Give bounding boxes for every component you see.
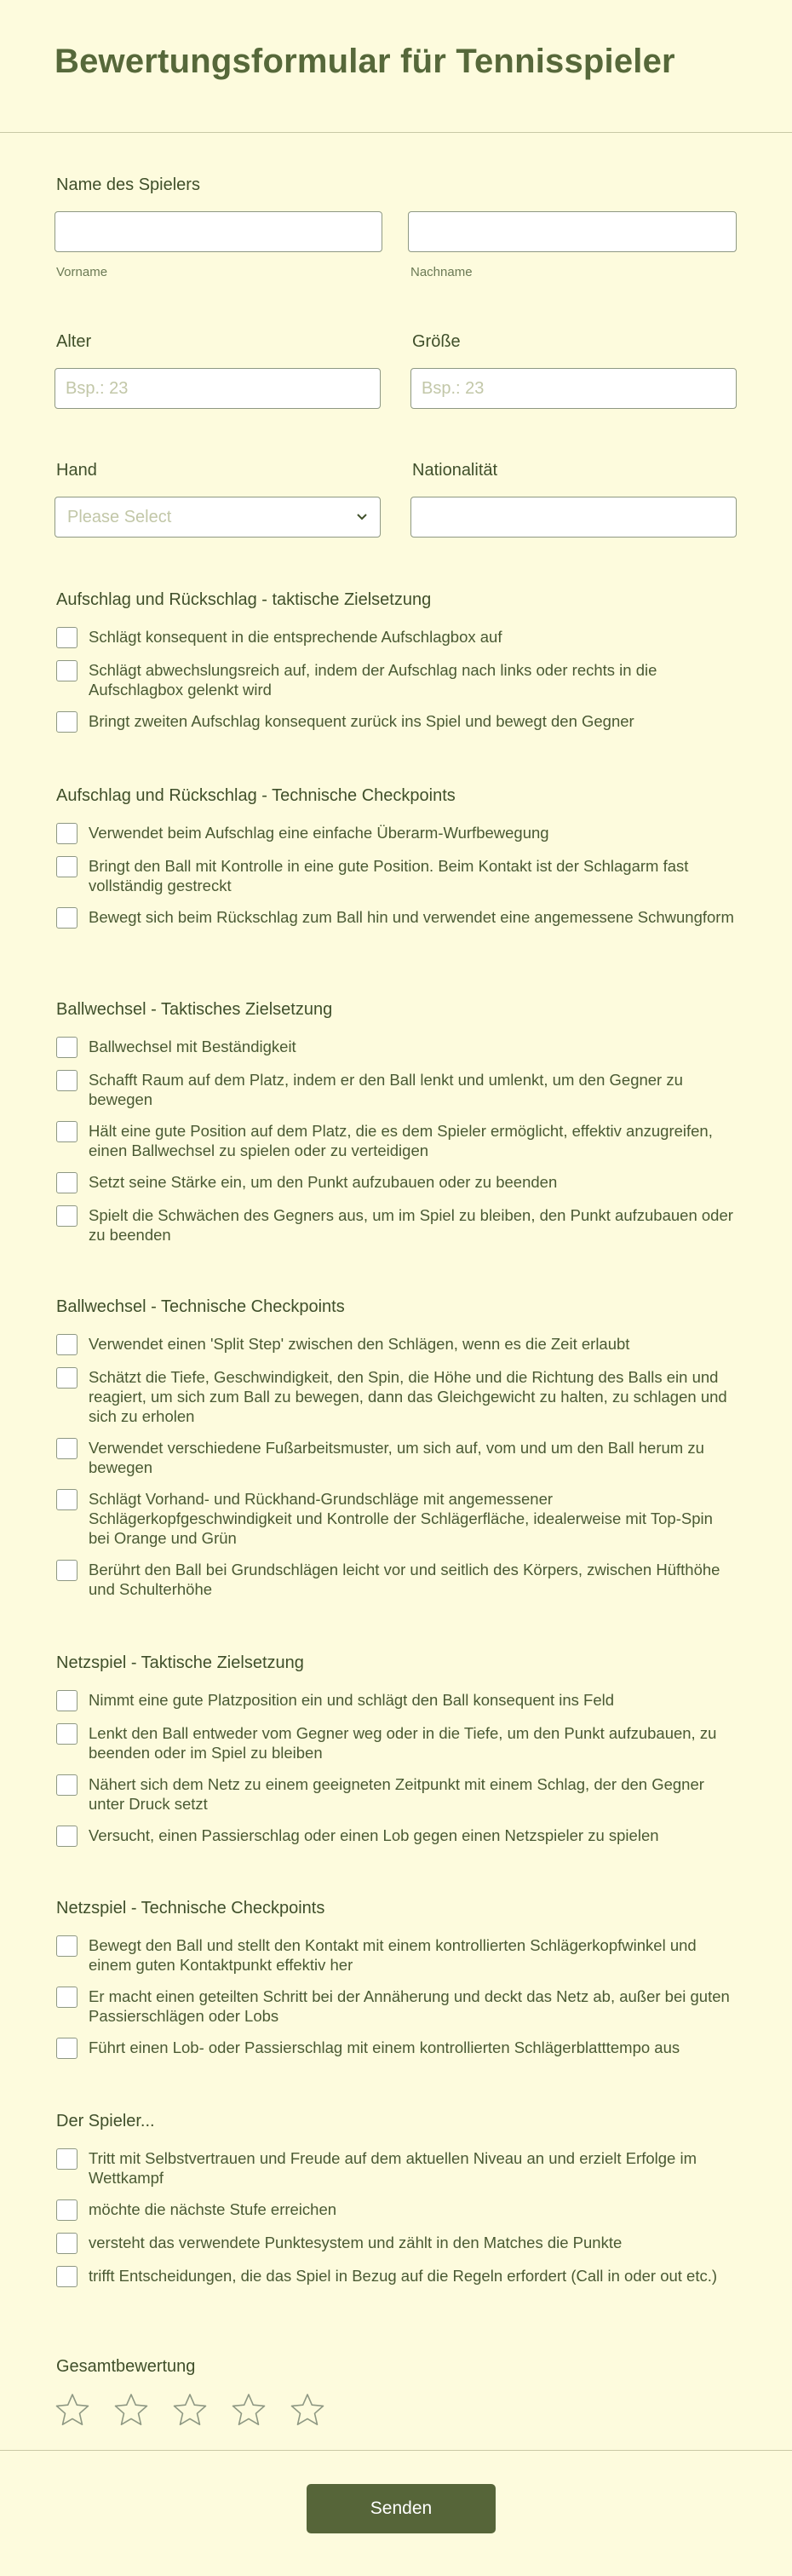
checkbox-label: Schätzt die Tiefe, Geschwindigkeit, den Spin, die Höhe und die Richtung des Balls ein und reagiert, um sich zum Ball zu bewegen, dann das Gleichgewicht zu halten, zu schlagen und sich zu erholen: [89, 1368, 727, 1425]
checkbox[interactable]: [56, 1037, 77, 1058]
chevron-down-icon: [356, 513, 368, 521]
checkbox-item[interactable]: [56, 856, 737, 895]
checkbox-label: Versucht, einen Passierschlag oder einen Lob gegen einen Netzspieler zu spielen: [89, 1826, 659, 1844]
star-icon[interactable]: [172, 2392, 208, 2428]
checkbox[interactable]: [56, 2199, 77, 2221]
height-input[interactable]: [410, 368, 737, 409]
checkbox-item[interactable]: [56, 1690, 737, 1711]
checkbox[interactable]: [56, 907, 77, 929]
checkbox-label: Ballwechsel mit Beständigkeit: [89, 1038, 296, 1055]
section-serve-tactical: [56, 589, 737, 745]
checkbox[interactable]: [56, 627, 77, 648]
checkbox-label: Bringt zweiten Aufschlag konsequent zurück ins Spiel und bewegt den Gegner: [89, 712, 634, 730]
checkbox-label: Führt einen Lob- oder Passierschlag mit einem kontrollierten Schlägerblatttempo aus: [89, 2038, 680, 2056]
checkbox[interactable]: [56, 2233, 77, 2254]
first-name-sublabel: Vorname: [56, 265, 108, 279]
checkbox-item[interactable]: [56, 1489, 737, 1548]
checkbox-label: Schafft Raum auf dem Platz, indem er den Ball lenkt und umlenkt, um den Gegner zu bewegen: [89, 1071, 683, 1108]
checkbox-label: Verwendet einen 'Split Step' zwischen den Schlägen, wenn es die Zeit erlaubt: [89, 1335, 630, 1353]
checkbox[interactable]: [56, 1205, 77, 1227]
checkbox-label: Schlägt abwechslungsreich auf, indem der Aufschlag nach links oder rechts in die Aufschlagbox gelenkt wird: [89, 661, 657, 699]
age-label: Alter: [56, 332, 92, 351]
checkbox-item[interactable]: [56, 1367, 737, 1426]
hand-label: Hand: [56, 461, 97, 480]
checkbox-item[interactable]: [56, 627, 737, 648]
name-label: Name des Spielers: [56, 175, 200, 194]
checkbox[interactable]: [56, 1826, 77, 1847]
checkbox-label: Lenkt den Ball entweder vom Gegner weg oder in die Tiefe, um den Punkt aufzubauen, zu beenden oder im Spiel zu bleiben: [89, 1724, 717, 1762]
submit-button[interactable]: Senden: [307, 2484, 496, 2533]
section-title: Ballwechsel - Technische Checkpoints: [56, 1297, 345, 1316]
checkbox[interactable]: [56, 1489, 77, 1510]
star-icon[interactable]: [55, 2392, 90, 2428]
checkbox-item[interactable]: [56, 2199, 737, 2221]
checkbox[interactable]: [56, 1723, 77, 1745]
section-title: Netzspiel - Taktische Zielsetzung: [56, 1653, 304, 1672]
checkbox[interactable]: [56, 1987, 77, 2008]
checkbox-label: Verwendet verschiedene Fußarbeitsmuster, um sich auf, vom und um den Ball herum zu bewegen: [89, 1439, 704, 1476]
checkbox[interactable]: [56, 1367, 77, 1389]
checkbox-item[interactable]: [56, 2266, 737, 2287]
checkbox-label: Nähert sich dem Netz zu einem geeigneten Zeitpunkt mit einem Schlag, der den Gegner unter Druck setzt: [89, 1775, 704, 1813]
checkbox-item[interactable]: [56, 1438, 737, 1477]
star-icon[interactable]: [231, 2392, 267, 2428]
section-player: [56, 2111, 737, 2299]
checkbox-item[interactable]: [56, 711, 737, 733]
checkbox[interactable]: [56, 2038, 77, 2059]
checkbox[interactable]: [56, 660, 77, 681]
checkbox-item[interactable]: [56, 1723, 737, 1762]
section-net-technical: [56, 1898, 737, 2071]
footer-divider: [0, 2450, 792, 2451]
star-icon[interactable]: [113, 2392, 149, 2428]
checkbox-item[interactable]: [56, 1935, 737, 1975]
checkbox-label: Nimmt eine gute Platzposition ein und schlägt den Ball konsequent ins Feld: [89, 1691, 615, 1709]
section-rally-tactical: [56, 999, 737, 1256]
star-rating: [55, 2392, 348, 2428]
checkbox[interactable]: [56, 2148, 77, 2170]
section-title: Aufschlag und Rückschlag - Technische Checkpoints: [56, 786, 456, 805]
first-name-input[interactable]: [55, 211, 382, 252]
checkbox-label: Verwendet beim Aufschlag eine einfache Überarm-Wurfbewegung: [89, 824, 549, 842]
nationality-label: Nationalität: [412, 461, 498, 480]
form-title: Bewertungsformular für Tennisspieler: [55, 43, 675, 80]
checkbox[interactable]: [56, 823, 77, 844]
checkbox[interactable]: [56, 1935, 77, 1957]
checkbox-label: Bringt den Ball mit Kontrolle in eine gute Position. Beim Kontakt ist der Schlagarm fast vollständig gestreckt: [89, 857, 689, 894]
last-name-sublabel: Nachname: [410, 265, 473, 279]
checkbox-label: Er macht einen geteilten Schritt bei der Annäherung und deckt das Netz ab, außer bei guten Passierschlägen oder Lobs: [89, 1987, 730, 2025]
checkbox-item[interactable]: [56, 1334, 737, 1355]
section-title: Netzspiel - Technische Checkpoints: [56, 1899, 325, 1918]
checkbox-item[interactable]: [56, 823, 737, 844]
checkbox-label: Tritt mit Selbstvertrauen und Freude auf dem aktuellen Niveau an und erzielt Erfolge im Wettkampf: [89, 2149, 697, 2187]
checkbox-item[interactable]: [56, 1560, 737, 1599]
checkbox-item[interactable]: [56, 1987, 737, 2026]
checkbox-label: versteht das verwendete Punktesystem und zählt in den Matches die Punkte: [89, 2234, 623, 2251]
checkbox[interactable]: [56, 1438, 77, 1459]
checkbox[interactable]: [56, 1334, 77, 1355]
checkbox-label: trifft Entscheidungen, die das Spiel in Bezug auf die Regeln erfordert (Call in oder out etc.): [89, 2267, 718, 2285]
checkbox[interactable]: [56, 856, 77, 877]
checkbox-item[interactable]: [56, 2233, 737, 2254]
checkbox-label: Berührt den Ball bei Grundschlägen leicht vor und seitlich des Körpers, zwischen Hüfthöhe und Schulterhöhe: [89, 1561, 720, 1598]
checkbox-item[interactable]: [56, 2148, 737, 2188]
section-rally-technical: [56, 1297, 737, 1611]
checkbox-label: Schlägt Vorhand- und Rückhand-Grundschläge mit angemessener Schlägerkopfgeschwindigkeit und Kontrolle der Schlägerfläche, idealerweise mit Top-Spin bei Orange und Grün: [89, 1490, 713, 1547]
checkbox[interactable]: [56, 1121, 77, 1142]
checkbox[interactable]: [56, 2266, 77, 2287]
checkbox-item[interactable]: [56, 1826, 737, 1847]
section-net-tactical: [56, 1653, 737, 1859]
hand-select[interactable]: [55, 497, 381, 538]
checkbox-label: Schlägt konsequent in die entsprechende Aufschlagbox auf: [89, 628, 502, 646]
checkbox-item[interactable]: [56, 2038, 737, 2059]
checkbox-label: Setzt seine Stärke ein, um den Punkt aufzubauen oder zu beenden: [89, 1173, 558, 1191]
checkbox[interactable]: [56, 1774, 77, 1796]
checkbox[interactable]: [56, 1690, 77, 1711]
section-title: Ballwechsel - Taktisches Zielsetzung: [56, 1000, 333, 1019]
rating-label: Gesamtbewertung: [56, 2357, 196, 2376]
age-input[interactable]: [55, 368, 381, 409]
checkbox[interactable]: [56, 1560, 77, 1581]
checkbox-label: Bewegt den Ball und stellt den Kontakt mit einem kontrollierten Schlägerkopfwinkel und einem guten Kontaktpunkt effektiv her: [89, 1936, 697, 1974]
checkbox-label: Spielt die Schwächen des Gegners aus, um im Spiel zu bleiben, den Punkt aufzubauen oder zu beenden: [89, 1206, 733, 1244]
checkbox-item[interactable]: [56, 1172, 737, 1193]
form-header: [0, 0, 792, 133]
checkbox-item[interactable]: [56, 1037, 737, 1058]
checkbox[interactable]: [56, 1172, 77, 1193]
checkbox[interactable]: [56, 711, 77, 733]
hand-select-placeholder: Please Select: [67, 507, 172, 526]
nationality-input[interactable]: [410, 497, 737, 538]
height-label: Größe: [412, 332, 461, 351]
last-name-input[interactable]: [408, 211, 737, 252]
section-title: Der Spieler...: [56, 2112, 155, 2130]
checkbox-item[interactable]: [56, 1070, 737, 1109]
checkbox-item[interactable]: [56, 1121, 737, 1160]
checkbox-item[interactable]: [56, 907, 737, 929]
checkbox-item[interactable]: [56, 1205, 737, 1245]
checkbox-item[interactable]: [56, 660, 737, 699]
checkbox[interactable]: [56, 1070, 77, 1091]
checkbox-item[interactable]: [56, 1774, 737, 1814]
section-title: Aufschlag und Rückschlag - taktische Zielsetzung: [56, 590, 432, 609]
checkbox-label: möchte die nächste Stufe erreichen: [89, 2200, 337, 2218]
section-serve-technical: [56, 785, 737, 940]
checkbox-label: Hält eine gute Position auf dem Platz, die es dem Spieler ermöglicht, effektiv anzugreifen, einen Ballwechsel zu spielen oder zu verteidigen: [89, 1122, 713, 1159]
checkbox-label: Bewegt sich beim Rückschlag zum Ball hin und verwendet eine angemessene Schwungform: [89, 908, 734, 926]
star-icon[interactable]: [290, 2392, 325, 2428]
